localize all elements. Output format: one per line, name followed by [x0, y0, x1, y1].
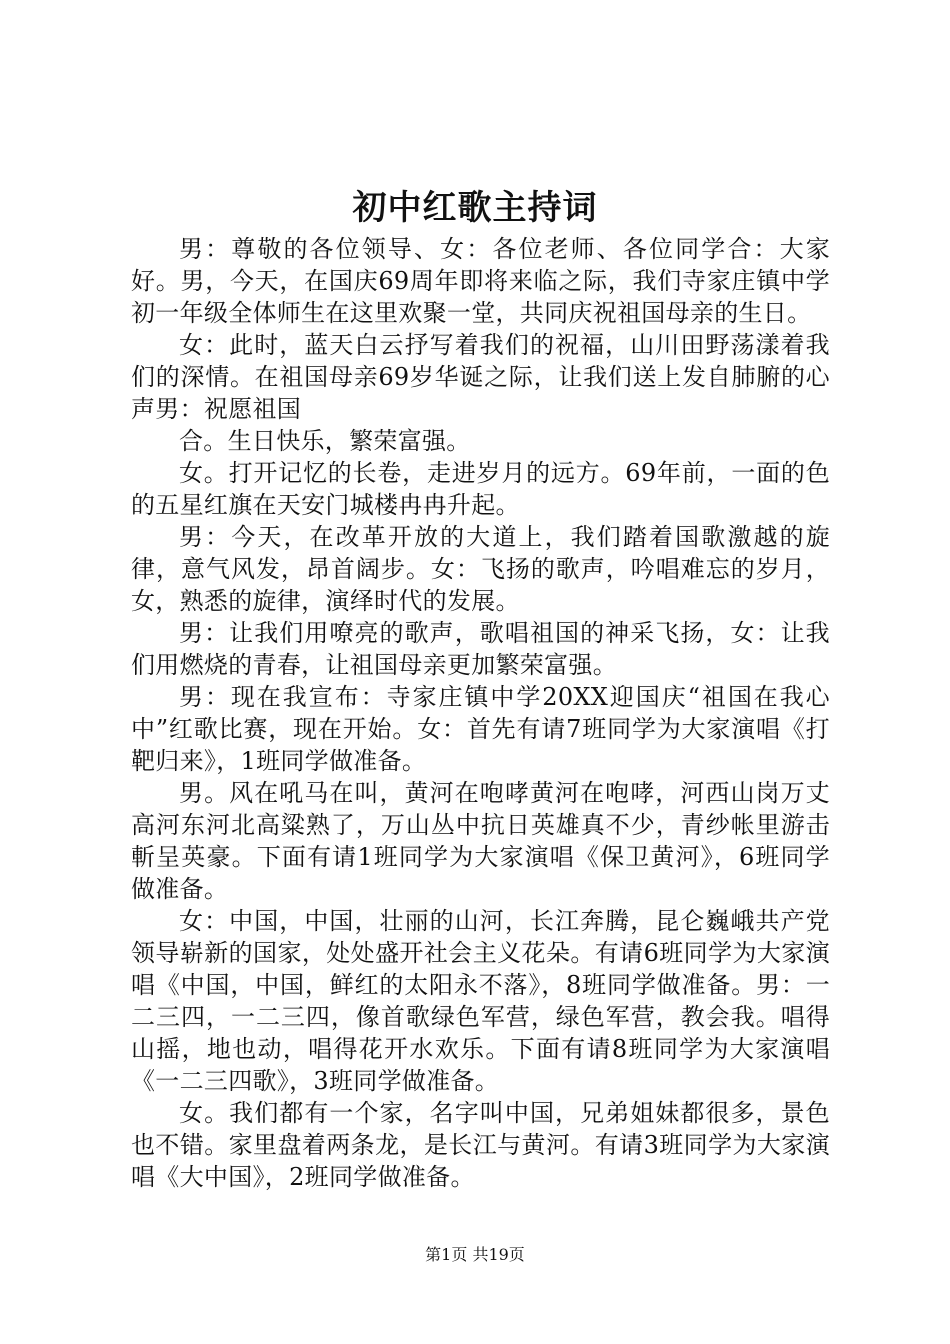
paragraph: 男：让我们用嘹亮的歌声，歌唱祖国的神采飞扬，女：让我们用燃烧的青春，让祖国母亲更加繁荣富强。 [131, 619, 830, 679]
paragraph: 男：今天，在改革开放的大道上，我们踏着国歌激越的旋律，意气风发，昂首阔步。女：飞扬的歌声，吟唱难忘的岁月，女，熟悉的旋律，演绎时代的发展。 [131, 523, 830, 615]
paragraph: 合。生日快乐，繁荣富强。 [179, 427, 471, 455]
page-footer: 第1页 共19页 [425, 1245, 525, 1264]
paragraph: 男：现在我宣布：寺家庄镇中学20XX迎国庆“祖国在我心中”红歌比赛，现在开始。女：首先有请7班同学为大家演唱《打靶归来》，1班同学做准备。 [131, 683, 830, 775]
paragraph: 女：中国，中国，壮丽的山河，长江奔腾，昆仑巍峨共产党领导崭新的国家，处处盛开社会主义花朵。有请6班同学为大家演唱《中国，中国，鲜红的太阳永不落》，8班同学做准备。男：一二三四，一二三四，像首歌绿色军营，绿色军营，教会我。唱得山摇，地也动，唱得花开水欢乐。下面有请8班同学为大家演唱《一二三四歌》，3班同学做准备。 [131, 907, 830, 1095]
document-body [131, 233, 830, 1193]
paragraph: 男。风在吼马在叫，黄河在咆哮黄河在咆哮，河西山岗万丈高河东河北高粱熟了，万山丛中抗日英雄真不少，青纱帐里游击斬呈英豪。下面有请1班同学为大家演唱《保卫黄河》，6班同学做准备。 [131, 779, 830, 903]
paragraph: 女。我们都有一个家，名字叫中国，兄弟姐妹都很多，景色也不错。家里盘着两条龙，是长江与黄河。有请3班同学为大家演唱《大中国》，2班同学做准备。 [131, 1099, 830, 1191]
paragraph: 男：尊敬的各位领导、女：各位老师、各位同学合：大家好。男，今天，在国庆69周年即将来临之际，我们寺家庄镇中学初一年级全体师生在这里欢聚一堂，共同庆祝祖国母亲的生日。 [131, 235, 830, 327]
document-title: 初中红歌主持词 [352, 188, 598, 228]
paragraph: 女：此时，蓝天白云抒写着我们的祝福，山川田野荡漾着我们的深情。在祖国母亲69岁华诞之际，让我们送上发自肺腑的心声男：祝愿祖国 [131, 331, 830, 423]
paragraph: 女。打开记忆的长卷，走进岁月的远方。69年前，一面的色的五星红旗在天安门城楼冉冉升起。 [131, 459, 830, 519]
